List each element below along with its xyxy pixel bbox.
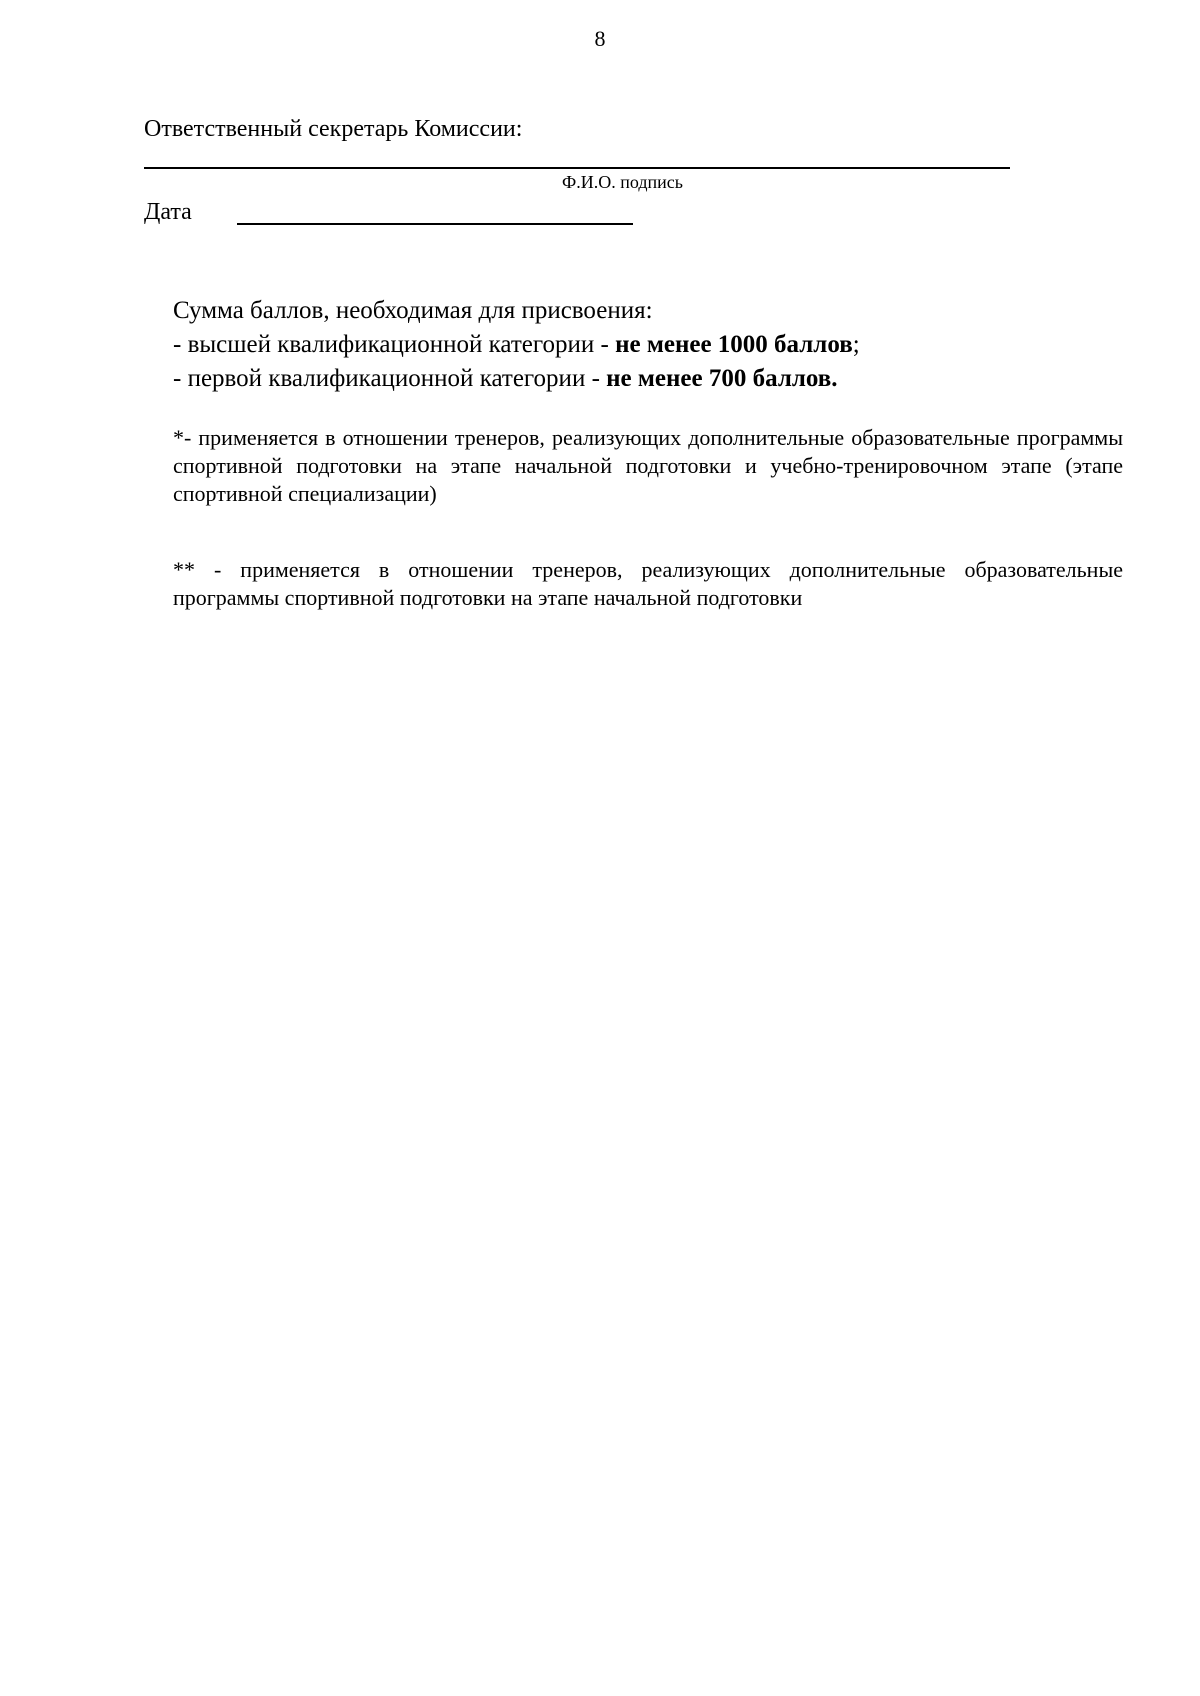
requirement-first-category [173, 362, 1123, 396]
requirement-highest-category [173, 328, 1123, 362]
date-line [237, 223, 633, 225]
signature-caption: Ф.И.О. подпись [562, 172, 683, 192]
page-number: 8 [594, 26, 606, 51]
requirement-category-text: - высшей квалификационной категории - [173, 331, 616, 358]
secretary-label: Ответственный секретарь Комиссии: [144, 116, 523, 142]
date-label: Дата [144, 199, 192, 225]
requirement-threshold: не менее 1000 баллов [615, 331, 853, 358]
requirement-threshold: не менее 700 баллов. [606, 365, 838, 392]
score-requirements [173, 294, 1123, 396]
requirement-category-text: - первой квалификационной категории - [173, 365, 607, 392]
score-requirements-intro: Сумма баллов, необходимая для присвоения: [173, 297, 653, 324]
footnote-double-asterisk: ** - применяется в отношении тренеров, реализующих дополнительные образовательные программы спортивной подготовки на этапе начальной подготовки [173, 557, 1123, 610]
footnote-single-asterisk: *- применяется в отношении тренеров, реализующих дополнительные образовательные программы спортивной подготовки на этапе начальной подготовки и учебно-тренировочном этапе (этапе спортивной специализации) [173, 425, 1123, 506]
requirement-suffix: ; [852, 331, 860, 358]
